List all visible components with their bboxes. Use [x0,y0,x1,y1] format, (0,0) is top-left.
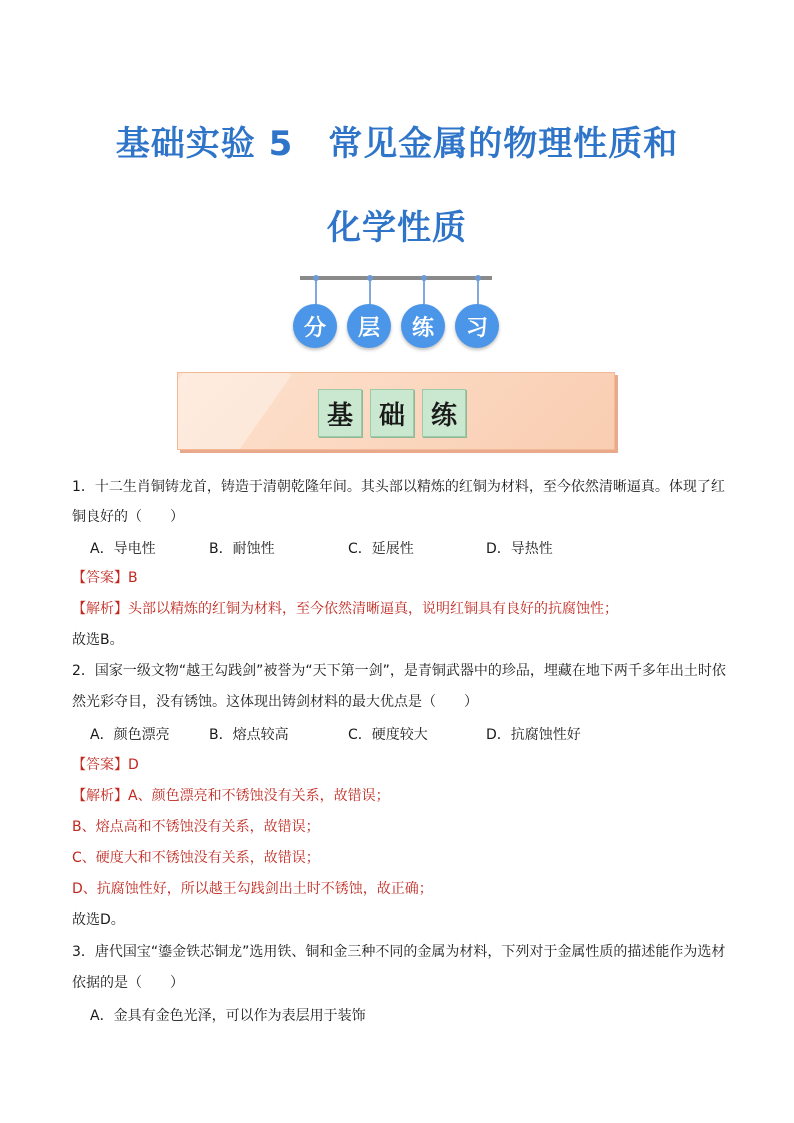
q1-conclusion: 故选B。 [72,632,124,648]
q3-option-a: A．金具有金色光泽，可以作为表层用于装饰 [90,1008,366,1024]
q1-stem-line2: 铜良好的（ ） [72,509,184,525]
q1-analysis [72,599,732,619]
rail-pin-dot [367,275,373,281]
q1-option-a: A．导电性 [90,541,156,557]
page-title-line2: 化学性质 [327,208,467,248]
q1-analysis-text: 头部以精炼的红铜为材料，至今依然清晰逼真，说明红铜具有良好的抗腐蚀性； [128,601,618,617]
q2-analysis-line1: A、颜色漂亮和不锈蚀没有关系，故错误； [128,788,390,804]
q1-answer [72,568,732,588]
q2-option-c: C．硬度较大 [348,727,428,743]
q2-stem-line1: 2．国家一级文物“越王勾践剑”被誉为“天下第一剑”，是青铜武器中的珍品，埋藏在地下两千多年出土时依 [72,663,726,679]
section-circle-4: 习 [455,304,499,348]
banner-tile-2: 础 [370,389,414,437]
q2-analysis-line2: B、熔点高和不锈蚀没有关系，故错误； [72,819,320,835]
q2-analysis [72,786,732,806]
rail-pin-dot [421,275,427,281]
q3-stem-line2: 依据的是（ ） [72,975,184,991]
q1-stem-line1: 1．十二生肖铜铸龙首，铸造于清朝乾隆年间。其头部以精炼的红铜为材料，至今依然清晰逼真。体现了红 [72,479,725,495]
q1-answer-label: 【答案】 [72,570,128,586]
q2-option-a: A．颜色漂亮 [90,727,170,743]
banner-tile-1: 基 [318,389,362,437]
section-circle-1: 分 [293,304,337,348]
q2-conclusion: 故选D。 [72,912,125,928]
q2-option-d: D．抗腐蚀性好 [486,727,581,743]
q1-analysis-label: 【解析】 [72,601,128,617]
section-circle-3: 练 [401,304,445,348]
q2-answer [72,755,732,775]
q3-stem-line1: 3．唐代国宝“鎏金铁芯铜龙”选用铁、铜和金三种不同的金属为材料，下列对于金属性质的描述能作为选材 [72,944,726,960]
q2-stem-line2: 然光彩夺目，没有锈蚀。这体现出铸剑材料的最大优点是（ ） [72,694,478,710]
q2-option-b: B．熔点较高 [209,727,289,743]
section-circle-2: 层 [347,304,391,348]
q1-option-b: B．耐蚀性 [209,541,275,557]
rail-pin-dot [313,275,319,281]
q2-analysis-line3: C、硬度大和不锈蚀没有关系，故错误； [72,850,320,866]
page-title-line1: 基础实验 5 常见金属的物理性质和 [115,124,679,164]
q1-option-c: C．延展性 [348,541,414,557]
q1-answer-value: B [128,570,138,586]
q2-answer-label: 【答案】 [72,757,128,773]
rail-pin-dot [475,275,481,281]
q2-answer-value: D [128,757,139,773]
q2-analysis-line4: D、抗腐蚀性好，所以越王勾践剑出土时不锈蚀，故正确； [72,881,433,897]
q1-option-d: D．导热性 [486,541,553,557]
banner-tile-3: 练 [422,389,466,437]
rail-bar [300,276,492,280]
q2-analysis-label: 【解析】 [72,788,128,804]
